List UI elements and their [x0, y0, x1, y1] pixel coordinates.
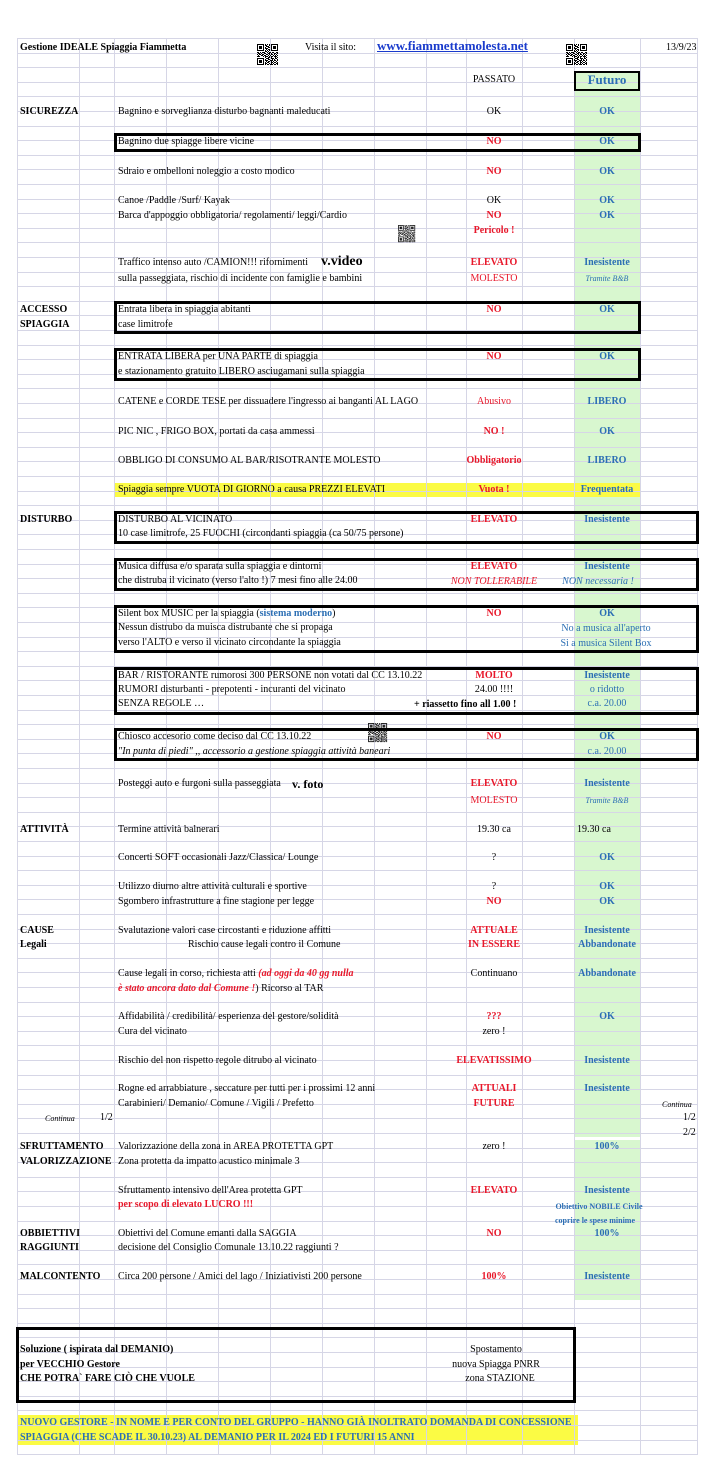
category-label: MALCONTENTO: [20, 1271, 101, 1282]
passato-value: ???: [486, 1011, 502, 1022]
futuro-value: Abbandonate: [578, 968, 636, 979]
passato-value: Pericolo !: [473, 225, 515, 236]
futuro-value: OK: [599, 1011, 615, 1022]
qr-code-icon[interactable]: [368, 723, 388, 743]
passato-value: MOLESTO: [470, 795, 518, 806]
cause-red: (ad oggi da 40 gg nulla: [258, 968, 354, 979]
passato-value: Vuota !: [478, 484, 510, 495]
passato-value: NO: [486, 210, 502, 221]
continua-right: Continua: [662, 1100, 692, 1109]
musica-aperto: No a musica all'aperto: [561, 623, 651, 634]
silent-box-pre: Silent box MUSIC per la spiaggia (: [118, 608, 260, 619]
column-header-futuro: Futuro: [587, 72, 627, 87]
passato-value: NO: [486, 608, 502, 619]
futuro-value: OK: [599, 195, 615, 206]
row-description: Sdraio e ombelloni noleggio a costo modico: [118, 166, 295, 177]
website-link[interactable]: www.fiammettamolesta.net: [377, 38, 528, 53]
futuro-value: Inesistente: [584, 1271, 630, 1282]
row-description: Svalutazione valori case circostanti e riduzione affitti: [118, 925, 332, 936]
solution-line-1: Soluzione ( ispirata dal DEMANIO): [20, 1344, 174, 1355]
row-description: Sfruttamento intensivo dell'Area protetta GPT: [118, 1185, 303, 1196]
qr-code-icon[interactable]: [397, 225, 417, 243]
passato-value: ?: [491, 852, 497, 863]
futuro-value: Inesistente: [584, 257, 630, 268]
passato-value: NO: [486, 731, 502, 742]
futuro-value: OK: [599, 852, 615, 863]
passato-value: zero !: [482, 1141, 506, 1152]
video-link[interactable]: v.video: [321, 254, 363, 269]
futuro-value: OK: [599, 136, 615, 147]
row-description: 10 case limitrofe, 25 FUOCHI (circondanti spiaggia (ca 50/75 persone): [118, 528, 404, 539]
futuro-value: Abbandonate: [578, 939, 636, 950]
row-description: RUMORI disturbanti - prepotenti - incuranti del vicinato: [118, 684, 346, 695]
document-date: 13/9/23: [666, 42, 697, 53]
passato-value: OK: [486, 195, 502, 206]
futuro-value: Frequentata: [580, 484, 634, 495]
futuro-value: OK: [599, 351, 615, 362]
page-number-right-1: 1/2: [683, 1112, 696, 1123]
category-label: SICUREZZA: [20, 106, 79, 117]
rischio-cause: Rischio cause legali contro il Comune: [188, 939, 341, 950]
passato-value: NO: [486, 304, 502, 315]
row-description: Zona protetta da impatto acustico minimale 3: [118, 1156, 300, 1167]
futuro-value: 100%: [594, 1141, 620, 1152]
row-description: Posteggi auto e furgoni sulla passeggiata: [118, 778, 281, 789]
visit-label: Visita il sito:: [305, 42, 357, 53]
row-description: Canoe /Paddle /Surf/ Kayak: [118, 195, 230, 206]
futuro-value: OK: [599, 304, 615, 315]
futuro-value: Inesistente: [584, 1185, 630, 1196]
document-title: Gestione IDEALE Spiaggia Fiammetta: [20, 42, 187, 53]
row-description: Utilizzo diurno altre attività culturali e sportive: [118, 881, 307, 892]
passato-value: ?: [491, 881, 497, 892]
futuro-value: o ridotto: [589, 684, 625, 695]
category-label: ACCESSO: [20, 304, 68, 315]
futuro-value: c.a. 20.00: [587, 698, 627, 709]
lucro-text: per scopo di elevato LUCRO !!!: [118, 1199, 254, 1210]
futuro-value: Tramite B&B: [585, 796, 629, 805]
category-label: CAUSE: [20, 925, 54, 936]
page-number-right-2: 2/2: [683, 1127, 696, 1138]
row-description: e stazionamento gratuito LIBERO asciugamani sulla spiaggia: [118, 366, 365, 377]
row-description: Barca d'appoggio obbligatoria/ regolamenti/ leggi/Cardio: [118, 210, 347, 221]
category-label: VALORIZZAZIONE: [20, 1156, 112, 1167]
row-description: sulla passeggiata, rischio di incidente con famiglie e bambini: [118, 273, 363, 284]
futuro-value: c.a. 20.00: [587, 746, 627, 757]
non-tollerabile: NON TOLLERABILE: [450, 576, 538, 587]
row-description: ENTRATA LIBERA per UNA PARTE di spiaggia: [118, 351, 318, 362]
musica-silent: Si a musica Silent Box: [560, 638, 652, 649]
row-description: Spiaggia sempre VUOTA DI GIORNO a causa PREZZI ELEVATI: [118, 484, 386, 495]
futuro-value: Inesistente: [584, 1083, 630, 1094]
futuro-value: 19.30 ca: [577, 824, 611, 835]
futuro-value: Inesistente: [584, 925, 630, 936]
row-description: Rogne ed arrabbiature , seccature per tutti per i prossimi 12 anni: [118, 1083, 376, 1094]
row-description: Bagnino e sorveglianza disturbo bagnanti maleducati: [118, 106, 331, 117]
passato-value: ELEVATISSIMO: [456, 1055, 532, 1066]
solution-right-3: zona STAZIONE: [465, 1373, 535, 1384]
row-description: PIC NIC , FRIGO BOX, portati da casa ammessi: [118, 426, 315, 437]
futuro-value: Inesistente: [584, 670, 630, 681]
passato-value: NO: [486, 136, 502, 147]
row-description: Valorizzazione della zona in AREA PROTETTA GPT: [118, 1141, 334, 1152]
cause-legali-line2: [118, 983, 323, 995]
futuro-value: Tramite B&B: [585, 274, 629, 283]
cause-line2-red: è stato ancora dato dal Comune !: [118, 983, 256, 994]
passato-value: ATTUALI: [471, 1083, 517, 1094]
row-description: Entrata libera in spiaggia abitanti: [118, 304, 251, 315]
foto-link[interactable]: v. foto: [292, 777, 324, 791]
category-label: ATTIVITÀ: [20, 824, 69, 835]
passato-value: ELEVATO: [470, 561, 518, 572]
passato-value: ELEVATO: [470, 778, 518, 789]
category-label: DISTURBO: [20, 514, 73, 525]
solution-right-2: nuova Spiagga PNRR: [452, 1359, 540, 1370]
row-description: case limitrofe: [118, 319, 173, 330]
sistema-moderno: sistema moderno: [259, 608, 333, 619]
row-description: Cura del vicinato: [118, 1026, 187, 1037]
solution-line-2: per VECCHIO Gestore: [20, 1359, 120, 1370]
footer-line-1: NUOVO GESTORE - IN NOME E PER CONTO DEL GRUPPO - HANNO GIÀ INOLTRATO DOMANDA DI CONCESSIONE: [20, 1417, 572, 1428]
continua-left: Continua: [45, 1114, 75, 1123]
row-description: DISTURBO AL VICINATO: [118, 514, 233, 525]
futuro-value: Inesistente: [584, 778, 630, 789]
passato-value: Abusivo: [477, 396, 511, 407]
row-description: OBBLIGO DI CONSUMO AL BAR/RISOTRANTE MOLESTO: [118, 455, 381, 466]
passato-value: ATTUALE: [470, 925, 518, 936]
cause-legali-line1: [118, 968, 354, 980]
passato-value: NO !: [483, 426, 505, 437]
silent-box-text: [118, 608, 336, 620]
passato-value: Obbligatorio: [466, 455, 522, 466]
row-description: verso l'ALTO e verso il vicinato circondante la spiaggia: [118, 637, 341, 648]
futuro-value: Inesistente: [584, 514, 630, 525]
non-necessaria: NON necessaria !: [562, 576, 634, 587]
futuro-value: OK: [599, 881, 615, 892]
cause-line2-post: ) Ricorso al TAR: [255, 983, 324, 994]
futuro-value: OK: [599, 166, 615, 177]
futuro-value: LIBERO: [587, 396, 627, 407]
passato-value: ELEVATO: [470, 1185, 518, 1196]
futuro-value: OK: [599, 896, 615, 907]
row-description: Circa 200 persone / Amici del lago / Iniziativisti 200 persone: [118, 1271, 362, 1282]
category-label: OBBIETTIVI: [20, 1228, 81, 1239]
passato-value: OK: [486, 106, 502, 117]
row-description: SENZA REGOLE …: [118, 698, 205, 709]
passato-value: MOLTO: [475, 670, 513, 681]
passato-value: 100%: [481, 1271, 507, 1282]
row-description: Carabinieri/ Demanio/ Comune / Vigili / Prefetto: [118, 1098, 314, 1109]
passato-value: MOLESTO: [470, 273, 518, 284]
passato-value: zero !: [482, 1026, 506, 1037]
passato-value: NO: [486, 166, 502, 177]
row-description: Obiettivi del Comune emanti dalla SAGGIA: [118, 1228, 297, 1239]
column-header-passato: PASSATO: [472, 74, 516, 85]
futuro-value: OK: [599, 426, 615, 437]
futuro-value: LIBERO: [587, 455, 627, 466]
passato-value: NO: [486, 351, 502, 362]
row-description: che distruba il vicinato (verso l'alto !) 7 mesi fino alle 24.00: [118, 575, 358, 586]
futuro-value: Inesistente: [584, 1055, 630, 1066]
row-description: BAR / RISTORANTE rumorosi 300 PERSONE non votati dal CC 13.10.22: [118, 670, 423, 681]
passato-value: 19.30 ca: [477, 824, 511, 835]
category-label: RAGGIUNTI: [20, 1242, 79, 1253]
row-description: Bagnino due spiagge libere vicine: [118, 136, 255, 147]
category-label: SFRUTTAMENTO: [20, 1141, 104, 1152]
solution-right-1: Spostamento: [470, 1344, 522, 1355]
category-label: Legali: [20, 939, 47, 950]
passato-value: IN ESSERE: [468, 939, 520, 950]
page-number-left: 1/2: [100, 1112, 113, 1123]
passato-value: ELEVATO: [470, 257, 518, 268]
passato-value: Continuano: [470, 968, 518, 979]
passato-value: 24.00 !!!!: [474, 684, 514, 695]
in-punta-di-piedi: "In punta di piedi" ,, accessorio a gestione spiaggia attività baneari: [118, 746, 391, 757]
futuro-value: Inesistente: [584, 561, 630, 572]
row-description: Rischio del non rispetto regole ditrubo al vicinato: [118, 1055, 317, 1066]
row-description: Affidabilità / credibilità/ esperienza del gestore/solidità: [118, 1011, 339, 1022]
row-description: Musica diffusa e/o sparata sulla spiaggia e dintorni: [118, 561, 322, 572]
coprire-spese: coprire le spese minime: [554, 1216, 636, 1225]
futuro-value: 100%: [594, 1228, 620, 1239]
category-label: SPIAGGIA: [20, 319, 70, 330]
row-description: decisione del Consiglio Comunale 13.10.22 raggiunti ?: [118, 1242, 339, 1253]
passato-value: FUTURE: [473, 1098, 515, 1109]
futuro-value: OK: [599, 210, 615, 221]
passato-value: NO: [486, 1228, 502, 1239]
row-description: Traffico intenso auto /CAMION!!! rifornimenti: [118, 257, 308, 268]
row-description: CATENE e CORDE TESE per dissuadere l'ingresso ai banganti AL LAGO: [118, 396, 419, 407]
solution-line-3: CHE POTRA` FARE CIÒ CHE VUOLE: [20, 1373, 195, 1384]
footer-line-2: SPIAGGIA (CHE SCADE IL 30.10.23) AL DEMANIO PER IL 2024 ED I FUTURI 15 ANNI: [20, 1432, 415, 1443]
futuro-value: OK: [599, 608, 615, 619]
silent-box-post: ): [332, 608, 336, 619]
obiettivo-nobile: Obiettivo NOBILE Civile: [555, 1202, 643, 1211]
passato-value: ELEVATO: [470, 514, 518, 525]
row-description: Nessun distrubo da muisca distrubante che si propaga: [118, 622, 333, 633]
row-description: Chiosco accesorio come deciso dal CC 13.10.22: [118, 731, 312, 742]
cause-pre: Cause legali in corso, richiesta atti: [118, 968, 259, 979]
futuro-value: OK: [599, 731, 615, 742]
futuro-value: OK: [599, 106, 615, 117]
passato-value: NO: [486, 896, 502, 907]
row-description: Sgombero infrastrutture a fine stagione per legge: [118, 896, 315, 907]
row-description: Termine attività balnerari: [118, 824, 220, 835]
qr-code-icon[interactable]: [257, 44, 279, 66]
qr-code-icon[interactable]: [566, 44, 588, 66]
row-description: Concerti SOFT occasionali Jazz/Classica/ Lounge: [118, 852, 319, 863]
riassetto-text: + riassetto fino all 1.00 !: [414, 699, 517, 710]
